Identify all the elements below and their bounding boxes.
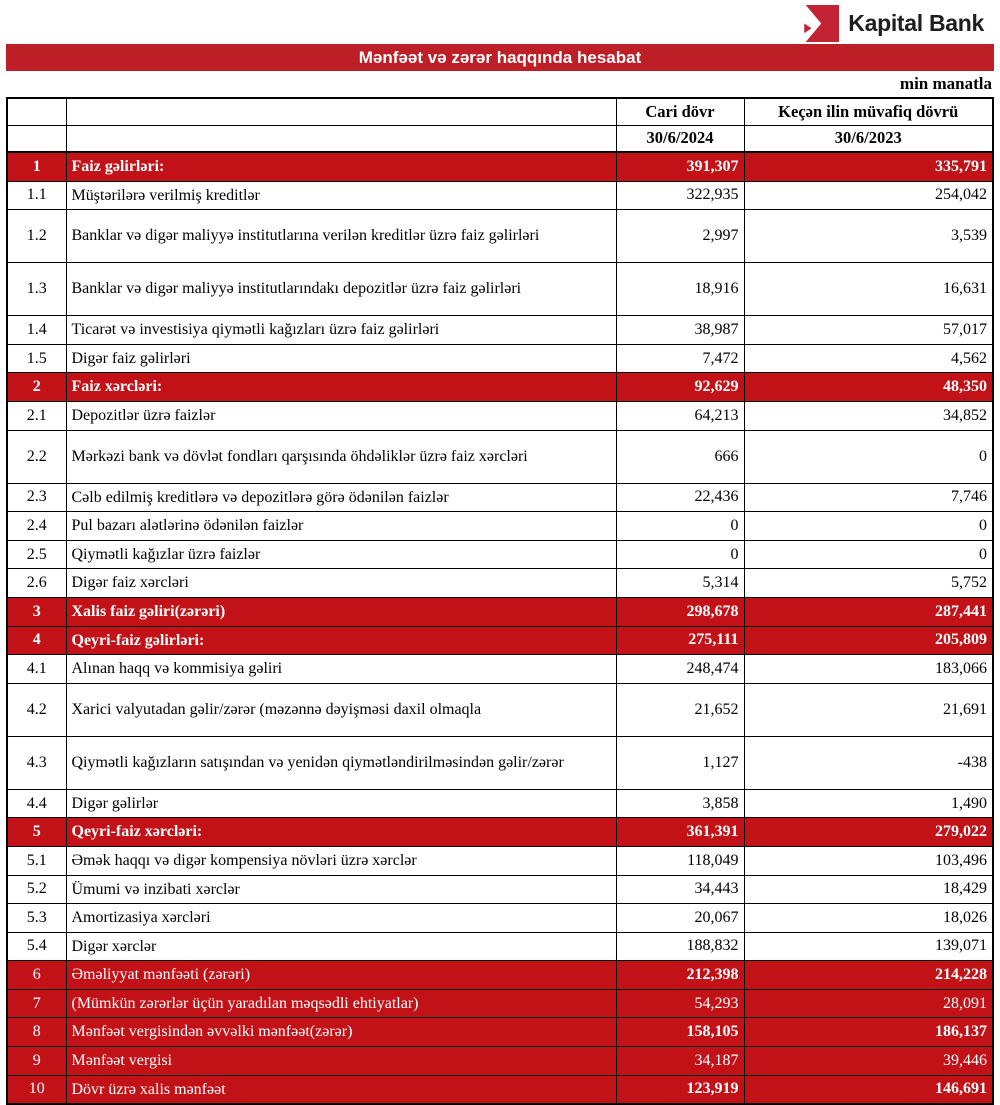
- table-row: [7, 512, 993, 541]
- row-label-cell: Xarici valyutadan gəlir/zərər (məzənnə dəyişməsi daxil olmaqla: [66, 683, 616, 736]
- row-number-cell: 6: [7, 961, 66, 990]
- row-number-cell: 2.1: [7, 401, 66, 430]
- row-previous-value-cell: 48,350: [744, 373, 993, 402]
- row-current-value-cell: 322,935: [616, 181, 744, 210]
- row-current-value-cell: 123,919: [616, 1075, 744, 1104]
- row-number-cell: 4: [7, 626, 66, 655]
- row-number-cell: 3: [7, 597, 66, 626]
- row-label-cell: Cəlb edilmiş kreditlərə və depozitlərə görə ödənilən faizlər: [66, 483, 616, 512]
- table-row: [7, 569, 993, 598]
- row-current-value-cell: 361,391: [616, 818, 744, 847]
- report-table-body: [7, 152, 993, 1104]
- logo-bar: [6, 0, 994, 42]
- row-number-cell: 5.2: [7, 875, 66, 904]
- row-number-cell: 5.3: [7, 904, 66, 933]
- row-previous-value-cell: 335,791: [744, 152, 993, 181]
- period-header-row: [7, 98, 993, 125]
- row-label-cell: Alınan haqq və kommisiya gəliri: [66, 655, 616, 684]
- row-label-cell: Əməliyyat mənfəəti (zərəri): [66, 961, 616, 990]
- table-row: [7, 655, 993, 684]
- row-previous-value-cell: -438: [744, 736, 993, 789]
- row-previous-value-cell: 0: [744, 430, 993, 483]
- row-previous-value-cell: 103,496: [744, 846, 993, 875]
- row-number-cell: 5: [7, 818, 66, 847]
- row-previous-value-cell: 205,809: [744, 626, 993, 655]
- row-current-value-cell: 2,997: [616, 210, 744, 263]
- row-number-cell: 1: [7, 152, 66, 181]
- row-number-cell: 5.1: [7, 846, 66, 875]
- row-previous-value-cell: 3,539: [744, 210, 993, 263]
- report-title-banner: Mənfəət və zərər haqqında hesabat: [6, 44, 994, 71]
- row-current-value-cell: 1,127: [616, 736, 744, 789]
- row-previous-value-cell: 57,017: [744, 316, 993, 345]
- table-header: [7, 98, 993, 152]
- row-label-cell: Xalis faiz gəliri(zərəri): [66, 597, 616, 626]
- row-current-value-cell: 64,213: [616, 401, 744, 430]
- row-previous-value-cell: 16,631: [744, 263, 993, 316]
- row-label-cell: Pul bazarı alətlərinə ödənilən faizlər: [66, 512, 616, 541]
- row-label-cell: Mərkəzi bank və dövlət fondları qarşısında öhdəliklər üzrə faiz xərcləri: [66, 430, 616, 483]
- table-row: [7, 846, 993, 875]
- row-number-cell: 4.3: [7, 736, 66, 789]
- table-row: [7, 736, 993, 789]
- table-row: [7, 263, 993, 316]
- header-current-period: Cari dövr: [616, 98, 744, 125]
- row-label-cell: Banklar və digər maliyyə institutlarına verilən kreditlər üzrə faiz gəlirləri: [66, 210, 616, 263]
- table-row: [7, 316, 993, 345]
- table-row: [7, 932, 993, 961]
- row-current-value-cell: 158,105: [616, 1018, 744, 1047]
- row-label-cell: Mənfəət vergisindən əvvəlki mənfəət(zərər): [66, 1018, 616, 1047]
- row-current-value-cell: 54,293: [616, 989, 744, 1018]
- row-number-cell: 1.4: [7, 316, 66, 345]
- row-label-cell: Faiz xərcləri:: [66, 373, 616, 402]
- row-previous-value-cell: 18,026: [744, 904, 993, 933]
- row-label-cell: Digər xərclər: [66, 932, 616, 961]
- row-previous-value-cell: 279,022: [744, 818, 993, 847]
- row-current-value-cell: 34,187: [616, 1047, 744, 1076]
- row-label-cell: Depozitlər üzrə faizlər: [66, 401, 616, 430]
- row-current-value-cell: 20,067: [616, 904, 744, 933]
- row-label-cell: Müştərilərə verilmiş kreditlər: [66, 181, 616, 210]
- row-current-value-cell: 5,314: [616, 569, 744, 598]
- row-number-cell: 1.5: [7, 344, 66, 373]
- table-row: [7, 626, 993, 655]
- row-label-cell: Ticarət və investisiya qiymətli kağızları üzrə faiz gəlirləri: [66, 316, 616, 345]
- row-current-value-cell: 275,111: [616, 626, 744, 655]
- row-number-cell: 4.2: [7, 683, 66, 736]
- header-empty-cell-1: [7, 98, 66, 125]
- row-current-value-cell: 7,472: [616, 344, 744, 373]
- table-row: [7, 181, 993, 210]
- row-number-cell: 1.1: [7, 181, 66, 210]
- row-number-cell: 2.4: [7, 512, 66, 541]
- kapital-bank-logo-icon: [802, 5, 839, 42]
- table-row: [7, 683, 993, 736]
- row-label-cell: Ümumi və inzibati xərclər: [66, 875, 616, 904]
- row-current-value-cell: 118,049: [616, 846, 744, 875]
- row-number-cell: 10: [7, 1075, 66, 1104]
- row-current-value-cell: 212,398: [616, 961, 744, 990]
- table-row: [7, 344, 993, 373]
- row-current-value-cell: 18,916: [616, 263, 744, 316]
- table-row: [7, 989, 993, 1018]
- row-previous-value-cell: 214,228: [744, 961, 993, 990]
- table-row: [7, 1047, 993, 1076]
- row-previous-value-cell: 28,091: [744, 989, 993, 1018]
- header-date-current: 30/6/2024: [616, 125, 744, 152]
- table-row: [7, 1018, 993, 1047]
- row-previous-value-cell: 39,446: [744, 1047, 993, 1076]
- row-previous-value-cell: 21,691: [744, 683, 993, 736]
- row-label-cell: Qeyri-faiz gəlirləri:: [66, 626, 616, 655]
- row-number-cell: 9: [7, 1047, 66, 1076]
- table-row: [7, 540, 993, 569]
- row-number-cell: 2.3: [7, 483, 66, 512]
- table-row: [7, 961, 993, 990]
- row-current-value-cell: 666: [616, 430, 744, 483]
- table-row: [7, 597, 993, 626]
- row-current-value-cell: 298,678: [616, 597, 744, 626]
- table-row: [7, 430, 993, 483]
- row-label-cell: Əmək haqqı və digər kompensiya növləri üzrə xərclər: [66, 846, 616, 875]
- table-row: [7, 904, 993, 933]
- row-previous-value-cell: 287,441: [744, 597, 993, 626]
- profit-loss-table: [6, 97, 994, 1105]
- row-previous-value-cell: 186,137: [744, 1018, 993, 1047]
- table-row: [7, 483, 993, 512]
- header-date-previous: 30/6/2023: [744, 125, 993, 152]
- row-label-cell: Dövr üzrə xalis mənfəət: [66, 1075, 616, 1104]
- row-current-value-cell: 92,629: [616, 373, 744, 402]
- row-label-cell: (Mümkün zərərlər üçün yaradılan məqsədli ehtiyatlar): [66, 989, 616, 1018]
- row-number-cell: 1.3: [7, 263, 66, 316]
- table-row: [7, 875, 993, 904]
- row-previous-value-cell: 34,852: [744, 401, 993, 430]
- row-label-cell: Mənfəət vergisi: [66, 1047, 616, 1076]
- row-label-cell: Digər gəlirlər: [66, 789, 616, 818]
- row-previous-value-cell: 5,752: [744, 569, 993, 598]
- row-label-cell: Qiymətli kağızların satışından və yenidən qiymətləndirilməsindən gəlir/zərər: [66, 736, 616, 789]
- row-number-cell: 2.2: [7, 430, 66, 483]
- header-empty-cell-4: [66, 125, 616, 152]
- table-row: [7, 1075, 993, 1104]
- row-label-cell: Amortizasiya xərcləri: [66, 904, 616, 933]
- table-row: [7, 152, 993, 181]
- row-current-value-cell: 38,987: [616, 316, 744, 345]
- row-previous-value-cell: 0: [744, 540, 993, 569]
- row-current-value-cell: 0: [616, 540, 744, 569]
- row-current-value-cell: 34,443: [616, 875, 744, 904]
- date-header-row: [7, 125, 993, 152]
- row-previous-value-cell: 0: [744, 512, 993, 541]
- table-row: [7, 373, 993, 402]
- row-previous-value-cell: 7,746: [744, 483, 993, 512]
- row-current-value-cell: 21,652: [616, 683, 744, 736]
- row-number-cell: 4.1: [7, 655, 66, 684]
- row-label-cell: Faiz gəlirləri:: [66, 152, 616, 181]
- row-number-cell: 5.4: [7, 932, 66, 961]
- row-label-cell: Qeyri-faiz xərcləri:: [66, 818, 616, 847]
- row-previous-value-cell: 18,429: [744, 875, 993, 904]
- row-previous-value-cell: 4,562: [744, 344, 993, 373]
- brand-name: Kapital Bank: [848, 9, 984, 36]
- row-current-value-cell: 248,474: [616, 655, 744, 684]
- table-row: [7, 789, 993, 818]
- row-previous-value-cell: 146,691: [744, 1075, 993, 1104]
- unit-note: min manatla: [899, 74, 992, 93]
- row-label-cell: Qiymətli kağızlar üzrə faizlər: [66, 540, 616, 569]
- row-previous-value-cell: 254,042: [744, 181, 993, 210]
- row-number-cell: 2.6: [7, 569, 66, 598]
- header-empty-cell-2: [66, 98, 616, 125]
- row-current-value-cell: 188,832: [616, 932, 744, 961]
- table-row: [7, 401, 993, 430]
- row-current-value-cell: 3,858: [616, 789, 744, 818]
- row-previous-value-cell: 1,490: [744, 789, 993, 818]
- table-row: [7, 818, 993, 847]
- header-empty-cell-3: [7, 125, 66, 152]
- table-row: [7, 210, 993, 263]
- row-previous-value-cell: 139,071: [744, 932, 993, 961]
- row-current-value-cell: 391,307: [616, 152, 744, 181]
- row-previous-value-cell: 183,066: [744, 655, 993, 684]
- kapital-bank-logo: [802, 5, 984, 42]
- row-number-cell: 1.2: [7, 210, 66, 263]
- row-number-cell: 2: [7, 373, 66, 402]
- row-number-cell: 4.4: [7, 789, 66, 818]
- row-current-value-cell: 0: [616, 512, 744, 541]
- header-previous-period: Keçən ilin müvafiq dövrü: [744, 98, 993, 125]
- row-label-cell: Digər faiz gəlirləri: [66, 344, 616, 373]
- row-number-cell: 2.5: [7, 540, 66, 569]
- row-number-cell: 7: [7, 989, 66, 1018]
- row-current-value-cell: 22,436: [616, 483, 744, 512]
- row-label-cell: Digər faiz xərcləri: [66, 569, 616, 598]
- row-label-cell: Banklar və digər maliyyə institutlarındakı depozitlər üzrə faiz gəlirləri: [66, 263, 616, 316]
- row-number-cell: 8: [7, 1018, 66, 1047]
